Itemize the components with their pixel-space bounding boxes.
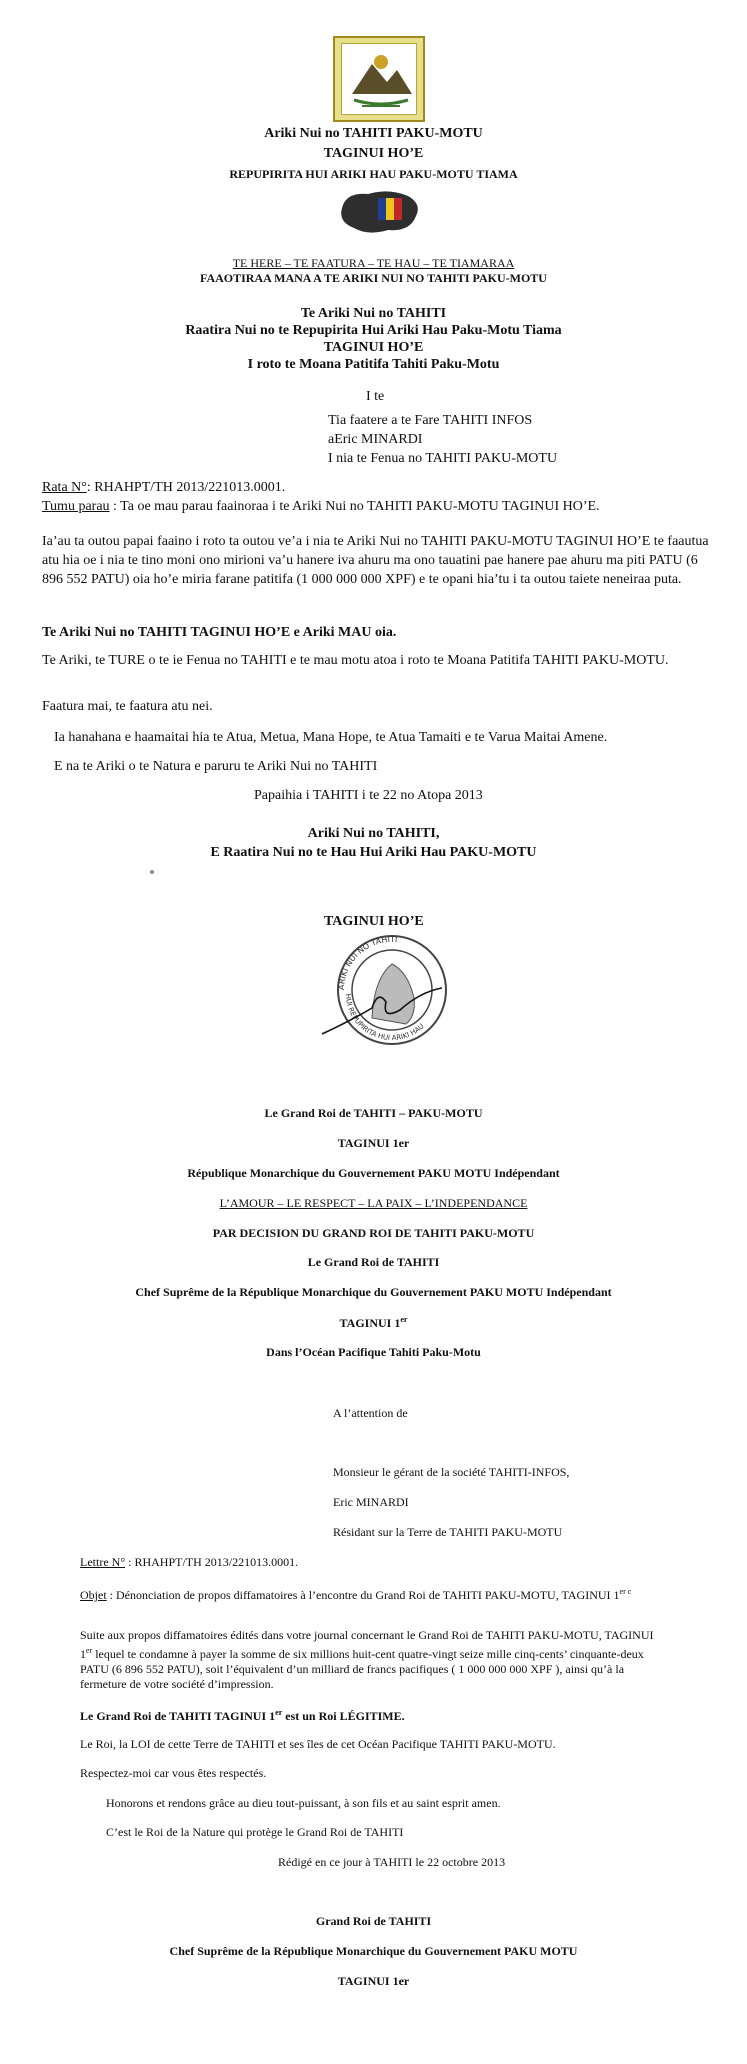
fr-motto: L’AMOUR – LE RESPECT – LA PAIX – L’INDEPENDANCE	[219, 1196, 528, 1210]
fr-bold-b: est un Roi LÉGITIME.	[282, 1709, 405, 1723]
faatura-line: Faatura mai, te faatura atu nei.	[42, 699, 213, 714]
fr-title-3-sup: er	[400, 1315, 408, 1324]
fr-object-sup: er c	[619, 1587, 632, 1596]
fr-signature-2: Chef Suprême de la République Monarchique du Gouvernement PAKU MOTU	[169, 1944, 578, 1958]
fr-title-1: Le Grand Roi de TAHITI	[307, 1255, 440, 1269]
emblem-logo	[333, 36, 425, 122]
recipient-line-1: Tia faatere a te Fare TAHITI INFOS	[328, 413, 533, 428]
fr-addr-1: Monsieur le gérant de la société TAHITI-INFOS,	[333, 1465, 570, 1479]
heading-repupirita: REPUPIRITA HUI ARIKI HAU PAKU-MOTU TIAMA	[229, 167, 518, 181]
fr-title-2: Chef Suprême de la République Monarchique du Gouvernement PAKU MOTU Indépendant	[135, 1285, 612, 1299]
fr-bold-statement	[80, 1708, 405, 1724]
fr-reference-line	[80, 1555, 298, 1570]
seal-stamp-icon	[322, 928, 462, 1048]
fr-paragraph-1	[80, 1628, 668, 1692]
fr-paragraph-1b: lequel te condamne à payer la somme de six millions huit-cent quatre-vingt seize mille cinq-cents’ cinquante-deux PATU (6 896 552 PATU), soit l’équivalent d’un milliard de francs pacifiques ( 1 000 000 000 XPF ), ainsi qu’à la fermeture de votre société d’impression.	[80, 1647, 644, 1691]
heading-taginui: TAGINUI HO’E	[323, 146, 424, 161]
sender-title-1: Te Ariki Nui no TAHITI	[300, 306, 447, 321]
subject-value: : Ta oe mau parau faainoraa i te Ariki Nui no TAHITI PAKU-MOTU TAGINUI HO’E.	[109, 499, 600, 514]
fr-title-3	[0, 1315, 747, 1331]
fr-attention: A l’attention de	[333, 1406, 408, 1420]
reference-value: : RHAHPT/TH 2013/221013.0001.	[86, 480, 286, 495]
fr-decision: PAR DECISION DU GRAND ROI DE TAHITI PAKU-MOTU	[212, 1226, 535, 1240]
fr-signature-1: Grand Roi de TAHITI	[315, 1914, 432, 1928]
fr-addr-3: Résidant sur la Terre de TAHITI PAKU-MOTU	[333, 1525, 563, 1539]
recipient-line-3: I nia te Fenua no TAHITI PAKU-MOTU	[328, 451, 558, 466]
fr-paragraph-1a: Suite aux propos diffamatoires édités dans votre journal concernant le Grand Roi de TAHITI PAKU-MOTU, TAGINUI 1	[80, 1628, 654, 1661]
fr-heading-2: TAGINUI 1er	[337, 1136, 410, 1150]
fr-object-label: Objet	[80, 1588, 107, 1602]
fr-honor-line: Honorons et rendons grâce au dieu tout-puissant, à son fils et au saint esprit amen.	[106, 1796, 501, 1810]
fr-reference-value: : RHAHPT/TH 2013/221013.0001.	[125, 1555, 299, 1569]
date-line: Papaihia i TAHITI i te 22 no Atopa 2013	[254, 788, 483, 803]
recipient-line-2: aEric MINARDI	[328, 432, 423, 447]
fr-bold-a: Le Grand Roi de TAHITI TAGINUI 1	[80, 1709, 276, 1723]
scan-speck	[150, 870, 154, 874]
fr-addr-2: Eric MINARDI	[333, 1495, 409, 1509]
fr-bold-sup: er	[275, 1708, 283, 1717]
fr-reference-label: Lettre N°	[80, 1555, 126, 1569]
heading-ariki: Ariki Nui no TAHITI PAKU-MOTU	[264, 126, 483, 141]
fr-respect-line: Respectez-moi car vous êtes respectés.	[80, 1766, 267, 1780]
fr-object-value: : Dénonciation de propos diffamatoires à l’encontre du Grand Roi de TAHITI PAKU-MOTU, TAGINUI 1	[106, 1588, 620, 1602]
signature-title-1: Ariki Nui no TAHITI,	[307, 826, 440, 841]
fr-cest-line: C’est le Roi de la Nature qui protège le Grand Roi de TAHITI	[106, 1825, 404, 1839]
decree-line: FAAOTIRAA MANA A TE ARIKI NUI NO TAHITI PAKU-MOTU	[200, 271, 547, 285]
signature-title-2: E Raatira Nui no te Hau Hui Ariki Hau PAKU-MOTU	[210, 845, 537, 860]
paragraph-1: Ia’au ta outou papai faaino i roto ta outou ve’a i nia te Ariki Nui no TAHITI PAKU-MOTU TAGINUI HO’E te faautua atu hia oe i nia te tino moni ono mirioni va’u hanere iva ahuru ma ono tauatini pae hanere pae ahuru ma piti PATU (6 896 552 PATU) oia ho’e miria farane patitifa (1 000 000 000 XPF) e te opani hia’tu i ta outou taiete neneiraa puta.	[42, 534, 709, 587]
motto-line: TE HERE – TE FAATURA – TE HAU – TE TIAMARAA	[232, 256, 515, 270]
crest-icon	[342, 44, 420, 118]
bold-statement: Te Ariki Nui no TAHITI TAGINUI HO’E e Ariki MAU oia.	[42, 625, 397, 640]
fr-signature-3: TAGINUI 1er	[337, 1974, 410, 1988]
island-flag-map-icon	[338, 186, 422, 236]
sender-title-4: I roto te Moana Patitifa Tahiti Paku-Motu	[247, 357, 500, 372]
fr-roi-line: Le Roi, la LOI de cette Terre de TAHITI et ses îles de cet Océan Pacifique TAHITI PAKU-MOTU.	[80, 1737, 556, 1751]
sender-title-2: Raatira Nui no te Repupirita Hui Ariki Hau Paku-Motu Tiama	[185, 323, 562, 338]
protection-line: E na te Ariki o te Natura e paruru te Ariki Nui no TAHITI	[54, 759, 378, 774]
blessing-line: Ia hanahana e haamaitai hia te Atua, Metua, Mana Hope, te Atua Tamaiti e te Varua Maitai Amene.	[54, 730, 608, 745]
paragraph-2: Te Ariki, te TURE o te ie Fenua no TAHITI e te mau motu atoa i roto te Moana Patitifa TAHITI PAKU-MOTU.	[42, 653, 669, 668]
fr-paragraph-1-sup: er	[86, 1646, 93, 1655]
seal-name: TAGINUI HO’E	[324, 914, 424, 929]
fr-date-line: Rédigé en ce jour à TAHITI le 22 octobre 2013	[278, 1855, 506, 1869]
recipient-intro: I te	[366, 389, 385, 404]
sender-title-3: TAGINUI HO’E	[323, 340, 424, 355]
reference-line	[42, 480, 285, 496]
fr-object-line	[80, 1584, 668, 1603]
fr-heading-1: Le Grand Roi de TAHITI – PAKU-MOTU	[264, 1106, 483, 1120]
fr-heading-3: République Monarchique du Gouvernement PAKU MOTU Indépendant	[187, 1166, 560, 1180]
fr-title-4: Dans l’Océan Pacifique Tahiti Paku-Motu	[266, 1345, 481, 1359]
seal-ring-top-text: ARIKI NUI NO TAHITI	[336, 934, 398, 991]
subject-label: Tumu parau	[42, 499, 110, 514]
fr-title-3-text: TAGINUI 1	[339, 1316, 401, 1330]
seal-ring-bottom-text: HUI REPUPIRITA HUI ARIKI HAU	[343, 993, 426, 1043]
reference-label: Rata N°	[42, 480, 87, 495]
subject-line	[42, 499, 600, 515]
